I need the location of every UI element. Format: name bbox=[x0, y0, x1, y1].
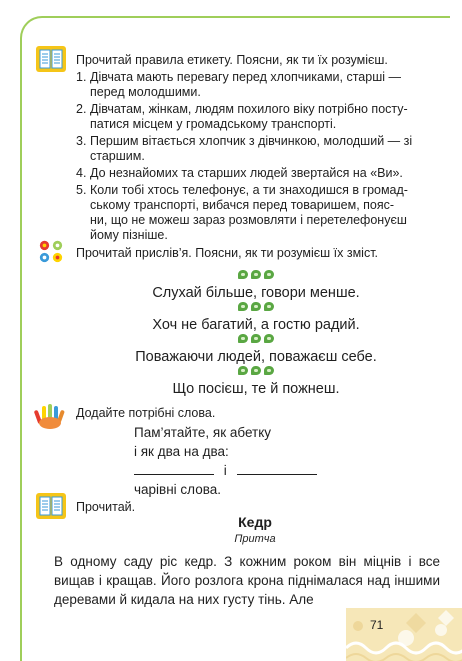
list-item: 3. Першим вітається хлопчик з дівчинкою, молодший — зі старшим. bbox=[76, 134, 413, 163]
blank-line-row: і bbox=[134, 461, 317, 480]
leaf-ornament-icon bbox=[76, 366, 436, 378]
leaf-ornament-icon bbox=[76, 334, 436, 346]
proverb-text: Хоч не багатий, а гостю радий. bbox=[152, 317, 360, 333]
open-book-icon bbox=[36, 46, 66, 72]
leaf-ornament-icon bbox=[76, 270, 436, 282]
proverb-block bbox=[76, 302, 436, 334]
task2-instruction: Прочитай прислів’я. Поясни, як ти розумієш їх зміст. bbox=[76, 246, 379, 260]
proverb-text: Слухай більше, говори менше. bbox=[152, 285, 360, 301]
etiquette-rules-list bbox=[76, 70, 436, 243]
poem-fill-in: Пам’ятайте, як абетку і як два на два: і чарівні слова. bbox=[134, 423, 317, 499]
list-item: 5. Коли тобі хтось телефонує, а ти знаходишся в громад- ському транспорті, вибачся перед товаришем, пояс- ни, що не можеш зараз розмовляти і перетелефонуєш йому пізніше. bbox=[76, 183, 408, 242]
hands-icon bbox=[34, 400, 66, 430]
flowers-icon bbox=[36, 238, 66, 264]
task1-instruction: Прочитай правила етикету. Поясни, як ти їх розумієш. bbox=[76, 53, 388, 67]
answer-blank[interactable] bbox=[134, 462, 214, 475]
proverb-block bbox=[76, 334, 436, 366]
task3-instruction: Додайте потрібні слова. bbox=[76, 406, 216, 420]
story-text: В одному саду ріс кедр. З кожним роком він міцнів і все вищав і кращав. Його розлога крона піднімалася над іншими деревами й кидала на них густу тінь. Але bbox=[54, 554, 440, 607]
leaf-ornament-icon bbox=[76, 302, 436, 314]
list-item: 4. До незнайомих та старших людей звертайся на «Ви». bbox=[76, 166, 403, 180]
list-item: 2. Дівчатам, жінкам, людям похилого віку потрібно посту- патися місцем у громадському транспорті. bbox=[76, 102, 408, 131]
page-number: 71 bbox=[370, 618, 384, 632]
proverb-block bbox=[76, 366, 436, 398]
list-item: 1. Дівчата мають перевагу перед хлопчиками, старші — перед молодшими. bbox=[76, 70, 401, 99]
proverb-text: Поважаючи людей, поважаєш себе. bbox=[135, 349, 377, 365]
proverb-text: Що посієш, те й пожнеш. bbox=[172, 381, 340, 397]
task4-instruction: Прочитай. bbox=[76, 500, 136, 514]
proverb-block bbox=[76, 270, 436, 302]
corner-ornament bbox=[346, 608, 462, 661]
story-subtitle: Притча bbox=[234, 533, 276, 545]
answer-blank[interactable] bbox=[237, 462, 317, 475]
story-title: Кедр bbox=[238, 514, 272, 530]
